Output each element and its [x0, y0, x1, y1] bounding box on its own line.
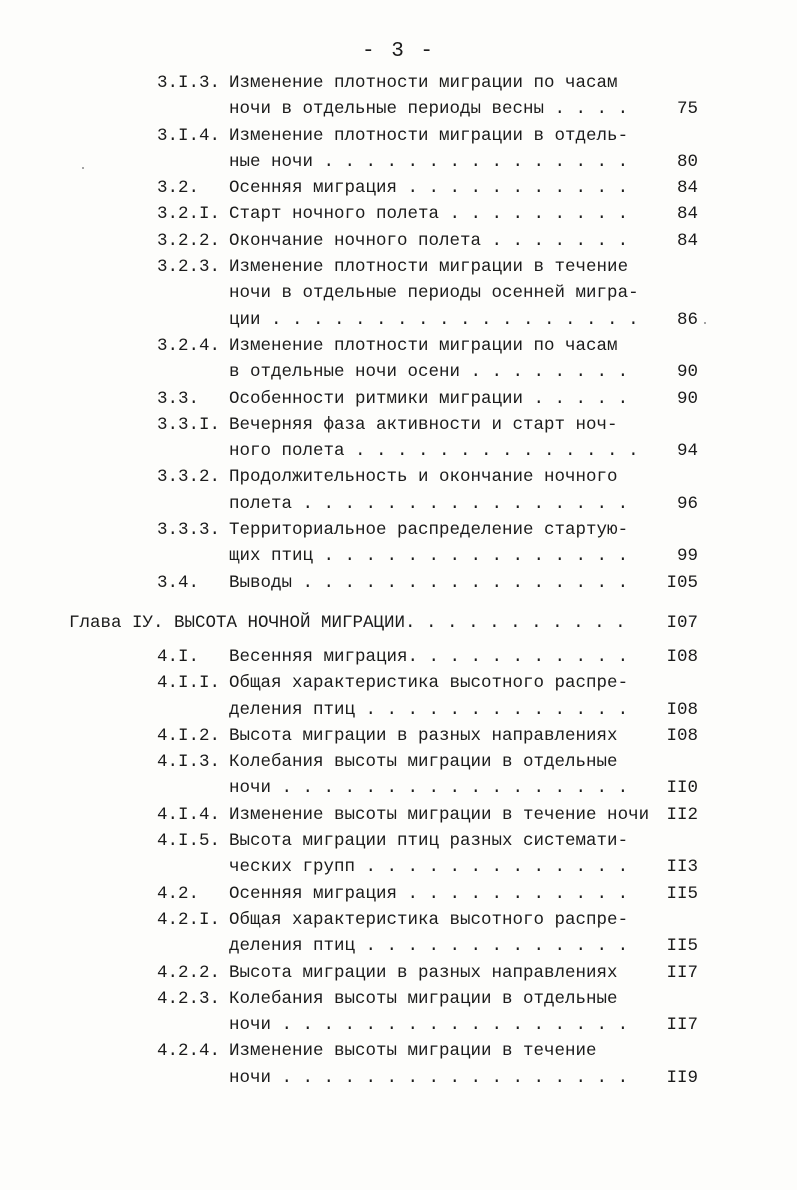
page-number: - 3 -: [361, 40, 435, 63]
toc-section-number: 3.I.3.: [157, 73, 221, 93]
toc-page-number: II2: [666, 804, 698, 825]
toc-section-title: ции . . . . . . . . . . . . . . . . . .: [229, 309, 639, 330]
toc-entry-row: [0, 333, 797, 359]
toc-entry-row: [0, 149, 797, 175]
toc-entry-row: [0, 175, 797, 201]
toc-section-number: 4.2.3.: [157, 988, 221, 1009]
toc-section-number: 4.I.4.: [157, 804, 221, 825]
toc-section-number: 4.2.: [157, 883, 200, 904]
toc-section-title: Продолжительность и окончание ночного: [229, 467, 618, 488]
toc-entry-row: [0, 464, 797, 490]
toc-section-number: 4.I.I.: [157, 673, 221, 694]
toc-entry-row: [0, 123, 797, 149]
toc-entry-row: [0, 1038, 797, 1064]
toc-page-number: 99: [676, 546, 698, 567]
toc-entry-row: [0, 960, 797, 986]
toc-section-title: Изменение плотности миграции в отдель-: [229, 125, 629, 146]
toc-section-title: щих птиц . . . . . . . . . . . . . . .: [229, 546, 629, 567]
toc-section-title: Осенняя миграция . . . . . . . . . . .: [229, 178, 629, 199]
toc-section-title: Окончание ночного полета . . . . . . .: [229, 230, 629, 251]
toc-entry-row: [0, 517, 797, 543]
toc-entry-row: [0, 881, 797, 907]
toc-section-number: 3.3.I.: [157, 414, 221, 435]
toc-section-number: 3.2.4.: [157, 335, 221, 356]
toc-page-number: 84: [676, 178, 698, 199]
toc-entry-row: [0, 307, 797, 333]
toc-section-title: Общая характеристика высотного распре-: [229, 673, 629, 694]
toc-section-title: ческих групп . . . . . . . . . . . . .: [229, 857, 629, 878]
toc-section-title: ночи . . . . . . . . . . . . . . . . .: [229, 1067, 629, 1088]
toc-section-title: Колебания высоты миграции в отдельные: [229, 752, 618, 773]
toc-entry-row: [0, 749, 797, 775]
toc-section-number: 4.2.2.: [157, 962, 221, 983]
toc-section-title: деления птиц . . . . . . . . . . . . .: [229, 699, 629, 720]
toc-page-number: 80: [676, 151, 698, 172]
toc-entry-row: [0, 644, 797, 670]
toc-section-number: 4.I.3.: [157, 752, 221, 773]
table-of-contents: [0, 70, 797, 1091]
toc-entry-row: [0, 412, 797, 438]
toc-page-number: 84: [676, 204, 698, 225]
toc-section-title: Изменение высоты миграции в течение: [229, 1041, 597, 1062]
toc-section-title: Особенности ритмики миграции . . . . .: [229, 388, 629, 409]
toc-section-title: Вечерняя фаза активности и старт ноч-: [229, 414, 618, 435]
toc-section-title: Осенняя миграция . . . . . . . . . . .: [229, 883, 629, 904]
toc-entry-row: [0, 697, 797, 723]
toc-page-number: 94: [676, 441, 698, 462]
toc-section-title: полета . . . . . . . . . . . . . . . .: [229, 493, 629, 514]
toc-page-number: I08: [666, 646, 698, 667]
toc-entry-row: [0, 386, 797, 412]
toc-section-number: 3.3.3.: [157, 520, 221, 541]
toc-section-number: 4.I.: [157, 646, 200, 667]
toc-entry-row: [0, 986, 797, 1012]
toc-section-number: 3.3.2.: [157, 467, 221, 488]
toc-section-title: ночи . . . . . . . . . . . . . . . . .: [229, 1015, 629, 1036]
toc-chapter-row: [0, 606, 797, 640]
toc-entry-row: [0, 723, 797, 749]
toc-page-number: II9: [666, 1067, 698, 1088]
toc-page-number: I05: [666, 572, 698, 593]
toc-page-number: II0: [666, 778, 698, 799]
toc-section-number: 3.2.2.: [157, 230, 221, 251]
toc-section-number: 3.2.3.: [157, 257, 221, 278]
toc-entry-row: [0, 854, 797, 880]
toc-entry-row: [0, 96, 797, 122]
toc-entry-row: [0, 228, 797, 254]
toc-section-title: Изменение плотности миграции по часам: [229, 335, 618, 356]
toc-page-number: 86: [676, 309, 698, 330]
toc-page-number: I08: [666, 725, 698, 746]
toc-page-number: I08: [666, 699, 698, 720]
toc-page-number: II3: [666, 857, 698, 878]
paper-speck: [704, 322, 706, 324]
paper-speck: [82, 167, 84, 169]
toc-section-number: 4.2.4.: [157, 1041, 221, 1062]
toc-section-title: ночи . . . . . . . . . . . . . . . . .: [229, 778, 629, 799]
toc-section-title: в отдельные ночи осени . . . . . . . .: [229, 362, 629, 383]
toc-section-number: 3.2.I.: [157, 204, 221, 225]
toc-page-number: 84: [676, 230, 698, 251]
toc-section-title: Высота миграции птиц разных системати-: [229, 831, 629, 852]
toc-entry-row: [0, 1065, 797, 1091]
toc-entry-row: [0, 70, 797, 96]
toc-entry-row: [0, 1012, 797, 1038]
toc-section-number: 3.I.4.: [157, 125, 221, 146]
toc-section-title: Колебания высоты миграции в отдельные: [229, 988, 618, 1009]
toc-section-title: Высота миграции в разных направлениях: [229, 725, 618, 746]
toc-entry-row: [0, 570, 797, 596]
toc-entry-row: [0, 907, 797, 933]
toc-entry-row: [0, 201, 797, 227]
toc-entry-row: [0, 670, 797, 696]
toc-section-number: 3.4.: [157, 572, 200, 593]
toc-section-title: Изменение плотности миграции в течение: [229, 257, 629, 278]
toc-section-title: ночи в отдельные периоды осенней мигра-: [229, 283, 639, 304]
toc-chapter-title: Глава IУ. ВЫСОТА НОЧНОЙ МИГРАЦИИ. . . . . . . . . . .: [69, 612, 626, 633]
toc-section-number: 4.2.I.: [157, 909, 221, 930]
toc-entry-row: [0, 802, 797, 828]
toc-entry-row: [0, 359, 797, 385]
toc-section-number: 4.I.5.: [157, 831, 221, 852]
toc-section-title: Изменение высоты миграции в течение ночи: [229, 804, 650, 825]
toc-section-title: ные ночи . . . . . . . . . . . . . . .: [229, 151, 629, 172]
toc-page-number: II7: [666, 1015, 698, 1036]
toc-section-title: Территориальное распределение стартую-: [229, 520, 629, 541]
toc-section-number: 4.I.2.: [157, 725, 221, 746]
toc-section-title: Высота миграции в разных направлениях: [229, 962, 618, 983]
toc-page-number: I07: [666, 612, 698, 633]
toc-page-number: 96: [676, 493, 698, 514]
toc-section-number: 3.3.: [157, 388, 200, 409]
toc-section-title: Весенняя миграция. . . . . . . . . . .: [229, 646, 629, 667]
toc-entry-row: [0, 933, 797, 959]
toc-page-number: 75: [676, 99, 698, 120]
toc-entry-row: [0, 775, 797, 801]
toc-section-title: Общая характеристика высотного распре-: [229, 909, 629, 930]
toc-section-title: Изменение плотности миграции по часам: [229, 73, 618, 93]
toc-entry-row: [0, 491, 797, 517]
toc-section-title: Старт ночного полета . . . . . . . . .: [229, 204, 629, 225]
toc-entry-row: [0, 828, 797, 854]
toc-section-title: деления птиц . . . . . . . . . . . . .: [229, 936, 629, 957]
toc-section-title: Выводы . . . . . . . . . . . . . . . .: [229, 572, 629, 593]
toc-section-number: 3.2.: [157, 178, 200, 199]
toc-section-title: ного полета . . . . . . . . . . . . . .: [229, 441, 639, 462]
toc-page-number: 90: [676, 362, 698, 383]
toc-entry-row: [0, 280, 797, 306]
toc-entry-row: [0, 543, 797, 569]
toc-entry-row: [0, 254, 797, 280]
toc-page-number: II7: [666, 962, 698, 983]
toc-page-number: II5: [666, 883, 698, 904]
toc-entry-row: [0, 438, 797, 464]
toc-page-number: II5: [666, 936, 698, 957]
toc-section-title: ночи в отдельные периоды весны . . . .: [229, 99, 629, 120]
toc-page-number: 90: [676, 388, 698, 409]
